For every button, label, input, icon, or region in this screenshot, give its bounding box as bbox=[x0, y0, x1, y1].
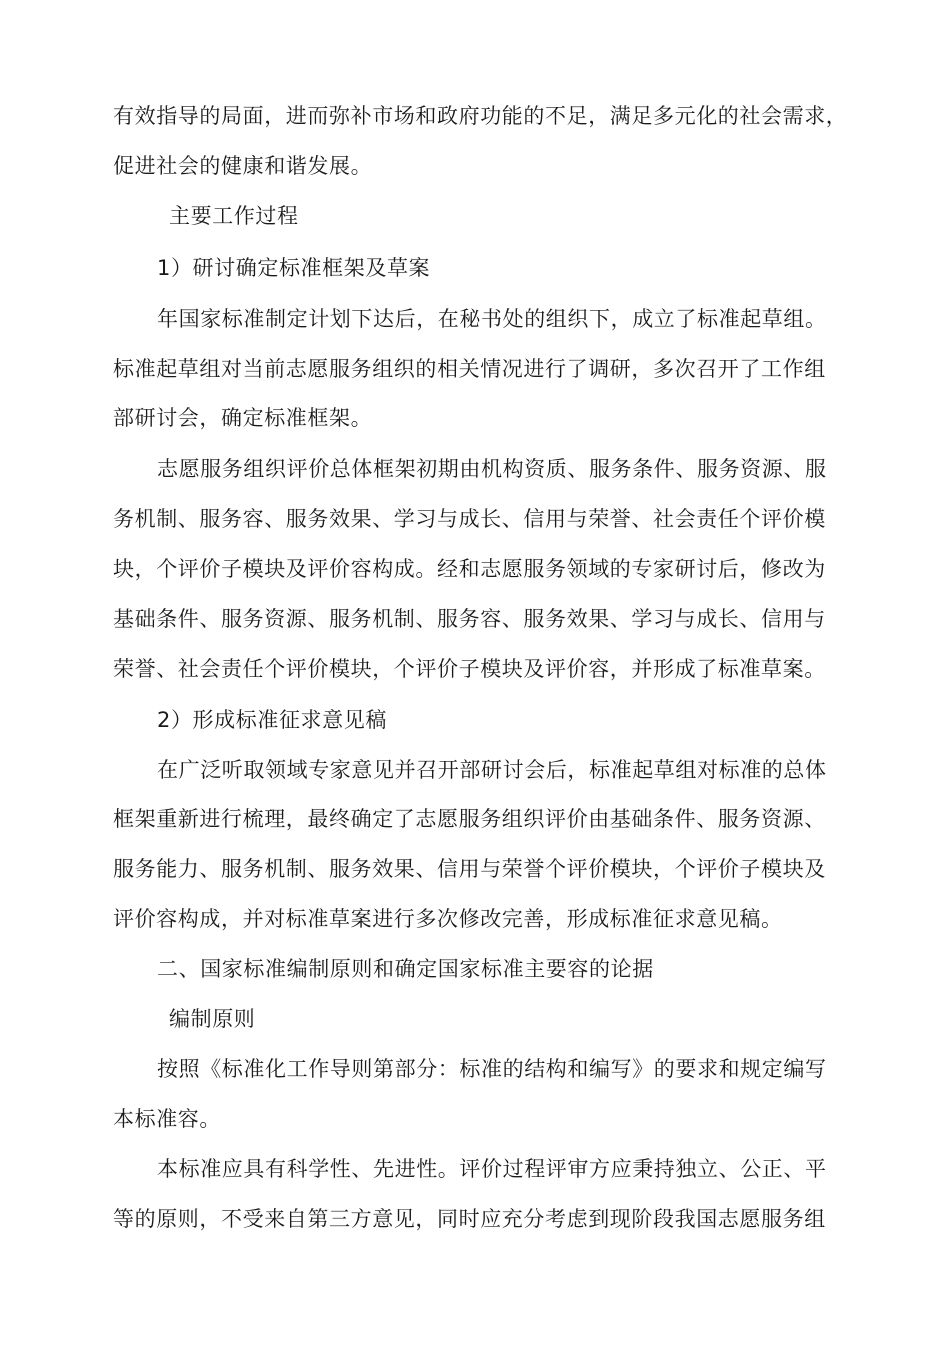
subsection-heading: 1）研讨确定标准框架及草案 bbox=[157, 256, 431, 280]
text-line: 服务能力、服务机制、服务效果、信用与荣誉个评价模块，个评价子模块及 bbox=[113, 857, 826, 881]
subsection-heading: 2）形成标准征求意见稿 bbox=[157, 708, 387, 732]
section-heading: 编制原则 bbox=[169, 1007, 256, 1031]
text-line: 有效指导的局面，进而弥补市场和政府功能的不足，满足多元化的社会需求， bbox=[113, 104, 848, 128]
text-line: 框架重新进行梳理，最终确定了志愿服务组织评价由基础条件、服务资源、 bbox=[113, 807, 826, 831]
text-line: 志愿服务组织评价总体框架初期由机构资质、服务条件、服务资源、服 bbox=[157, 457, 827, 481]
text-line: 块，个评价子模块及评价容构成。经和志愿服务领域的专家研讨后，修改为 bbox=[113, 557, 826, 581]
text-line: 评价容构成，并对标准草案进行多次修改完善，形成标准征求意见稿。 bbox=[113, 907, 783, 931]
text-line: 本标准应具有科学性、先进性。评价过程评审方应秉持独立、公正、平 bbox=[157, 1157, 827, 1181]
text-line: 标准起草组对当前志愿服务组织的相关情况进行了调研，多次召开了工作组 bbox=[113, 357, 826, 381]
text-line: 在广泛听取领域专家意见并召开部研讨会后，标准起草组对标准的总体 bbox=[157, 758, 827, 782]
text-line: 按照《标准化工作导则第部分：标准的结构和编写》的要求和规定编写 bbox=[157, 1057, 827, 1081]
text-line: 促进社会的健康和谐发展。 bbox=[113, 154, 373, 178]
text-line: 等的原则，不受来自第三方意见，同时应充分考虑到现阶段我国志愿服务组 bbox=[113, 1207, 826, 1231]
text-line: 务机制、服务容、服务效果、学习与成长、信用与荣誉、社会责任个评价模 bbox=[113, 507, 826, 531]
text-line: 部研讨会，确定标准框架。 bbox=[113, 406, 373, 430]
text-line: 年国家标准制定计划下达后，在秘书处的组织下，成立了标准起草组。 bbox=[157, 307, 827, 331]
section-heading: 主要工作过程 bbox=[169, 204, 299, 228]
text-line: 本标准容。 bbox=[113, 1107, 221, 1131]
section-heading: 二、国家标准编制原则和确定国家标准主要容的论据 bbox=[157, 957, 654, 981]
text-line: 荣誉、社会责任个评价模块，个评价子模块及评价容，并形成了标准草案。 bbox=[113, 657, 826, 681]
text-line: 基础条件、服务资源、服务机制、服务容、服务效果、学习与成长、信用与 bbox=[113, 607, 826, 631]
